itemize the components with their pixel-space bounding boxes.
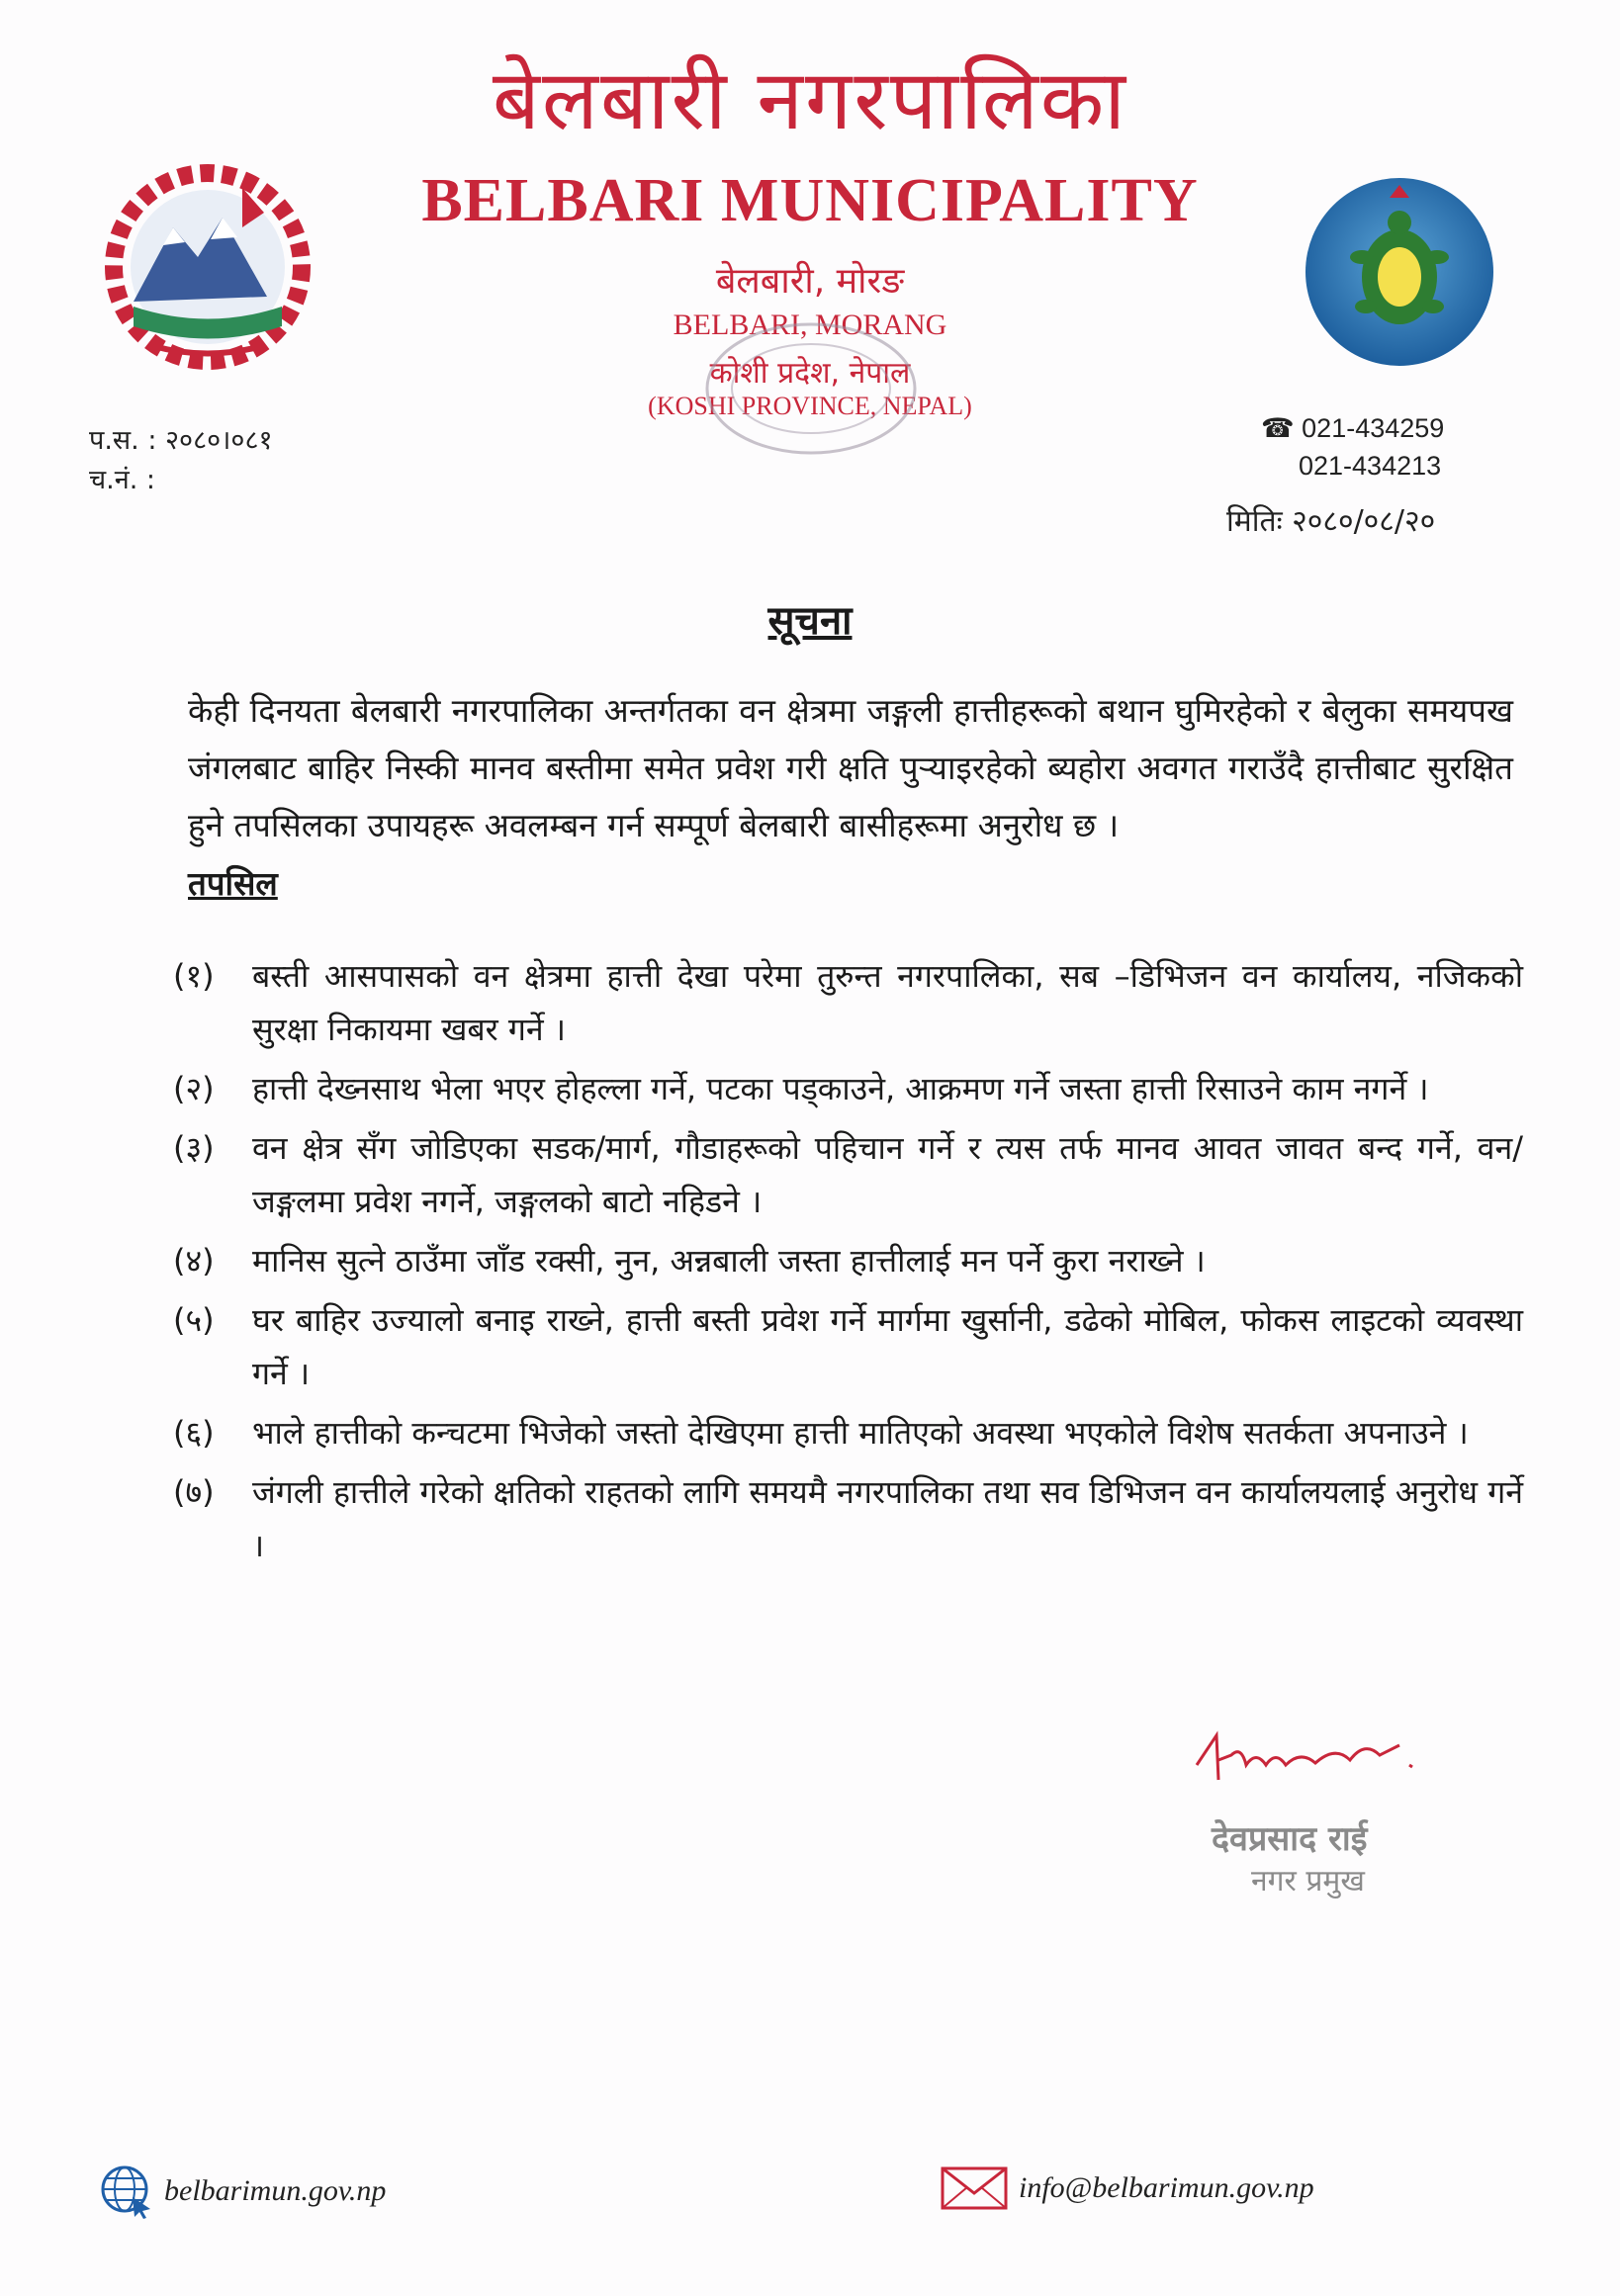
item-number: (७) xyxy=(173,1473,215,1511)
item-number: (४) xyxy=(173,1242,215,1280)
item-number: (६) xyxy=(173,1414,215,1452)
list-item xyxy=(173,949,1523,1056)
province-nepali: कोशी प्रदेश, नेपाल xyxy=(709,356,911,391)
footer-website[interactable] xyxy=(99,2164,386,2219)
email-link[interactable]: info@belbarimun.gov.np xyxy=(1019,2171,1314,2204)
item-text: हात्ती देख्नसाथ भेला भएर होहल्ला गर्ने, पटका पड्काउने, आक्रमण गर्ने जस्ता हात्ती रिसाउने काम नगर्ने । xyxy=(252,1070,1429,1107)
notice-date: मितिः २०८०/०८/२० xyxy=(1226,504,1436,539)
municipality-title-nepali: बेलबारी नगरपालिका xyxy=(492,51,1128,148)
item-number: (३) xyxy=(173,1129,215,1167)
province-english: (KOSHI PROVINCE, NEPAL) xyxy=(648,392,972,420)
municipality-logo-icon xyxy=(1301,173,1498,371)
item-text: घर बाहिर उज्यालो बनाइ राख्ने, हात्ती बस्ती प्रवेश गर्ने मार्गमा खुर्सानी, डढेको मोबिल, फोकस लाइटको व्यवस्था गर्ने । xyxy=(252,1301,1523,1392)
footer-email[interactable] xyxy=(940,2164,1314,2213)
location-english: BELBARI, MORANG xyxy=(673,309,947,341)
list-item xyxy=(173,1121,1523,1228)
item-number: (५) xyxy=(173,1301,215,1339)
signatory-name: देवप्रसाद राई xyxy=(1212,1819,1368,1859)
mail-icon xyxy=(940,2164,1009,2213)
phone-1: ☎ 021-434259 xyxy=(1261,413,1445,443)
signature-icon xyxy=(1187,1725,1424,1795)
notice-subheading: तपसिल xyxy=(188,864,278,903)
list-item xyxy=(173,1062,1523,1115)
list-item xyxy=(173,1406,1523,1459)
item-text: भाले हात्तीको कन्चटमा भिजेको जस्तो देखिएमा हात्ती मातिएको अवस्था भएकोले विशेष सतर्कता अपनाउने । xyxy=(252,1414,1469,1452)
location-nepali: बेलबारी, मोरङ xyxy=(715,261,905,302)
phone-2: 021-434213 xyxy=(1299,451,1442,481)
phone-icon: ☎ xyxy=(1261,413,1295,443)
notice-intro: केही दिनयता बेलबारी नगरपालिका अन्तर्गतका वन क्षेत्रमा जङ्गली हात्तीहरूको बथान घुमिरहेको र बेलुका समयपख जंगलबाट बाहिर निस्की मानव बस्तीमा समेत प्रवेश गरी क्षति पुऱ्याइरहेको ब्यहोरा अवगत गराउँदै हात्तीबाट सुरक्षित हुने तपसिलका उपायहरू अवलम्बन गर्न सम्पूर्ण बेलबारी बासीहरूमा अनुरोध छ । xyxy=(188,691,1513,844)
item-text: वन क्षेत्र सँग जोडिएका सडक/मार्ग, गौडाहरूको पहिचान गर्ने र त्यस तर्फ मानव आवत जावत बन्द गर्ने, वन/जङ्गलमा प्रवेश नगर्ने, जङ्गलको बाटो नहिडने । xyxy=(252,1129,1523,1220)
dispatch-number: च.नं. : xyxy=(89,465,155,495)
list-item xyxy=(173,1234,1523,1287)
item-number: (२) xyxy=(173,1070,215,1107)
list-item xyxy=(173,1293,1523,1400)
website-link[interactable]: belbarimun.gov.np xyxy=(164,2174,387,2207)
reference-number: प.स. : २०८०।०८१ xyxy=(89,425,273,456)
item-text: जंगली हात्तीले गरेको क्षतिको राहतको लागि समयमै नगरपालिका तथा सव डिभिजन वन कार्यालयलाई अनुरोध गर्ने । xyxy=(252,1473,1523,1564)
globe-icon xyxy=(99,2164,154,2219)
item-number: (१) xyxy=(173,957,215,995)
office-stamp-icon xyxy=(692,314,930,463)
notice-items-list xyxy=(173,949,1523,1578)
item-text: बस्ती आसपासको वन क्षेत्रमा हात्ती देखा परेमा तुरुन्त नगरपालिका, सब –डिभिजन वन कार्यालय, नजिकको सुरक्षा निकायमा खबर गर्ने । xyxy=(252,957,1523,1048)
signatory-title: नगर प्रमुख xyxy=(1251,1864,1365,1899)
municipality-title-english: BELBARI MUNICIPALITY xyxy=(421,167,1199,234)
list-item xyxy=(173,1465,1523,1572)
notice-heading: सूचना xyxy=(767,598,853,644)
nepal-emblem-icon xyxy=(94,158,321,371)
item-text: मानिस सुत्ने ठाउँमा जाँड रक्सी, नुन, अन्नबाली जस्ता हात्तीलाई मन पर्ने कुरा नराख्ने । xyxy=(252,1242,1206,1280)
